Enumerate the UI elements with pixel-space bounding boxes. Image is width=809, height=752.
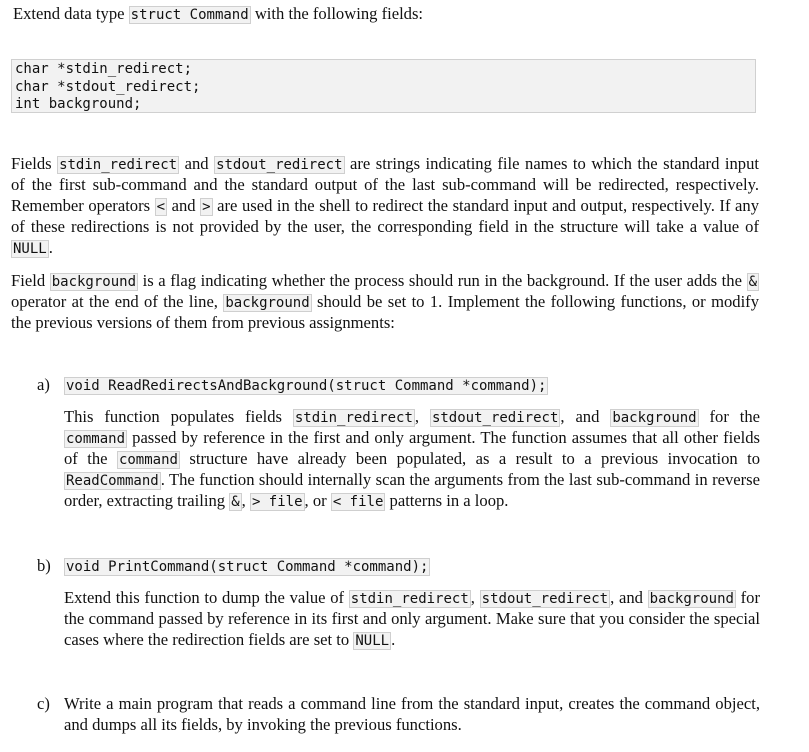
item-label-a: a) <box>37 375 50 394</box>
paragraph-redirect-fields: Fields stdin_redirect and stdout_redirect are strings indicating file names to which the standard input of the first sub-command and the standard output of the last sub-command will be redirected, respectively. Remember operators < and > are used in the shell to redirect the standard input and output, respectively. If any of these redirections is not provided by the user, the corresponding field in the structure will take a value of NULL . <box>11 154 760 257</box>
inline-code: background <box>225 295 310 311</box>
inline-code: > <box>202 199 211 215</box>
function-signature-a: void ReadRedirectsAndBackground(struct Command *command); <box>66 378 547 394</box>
item-label-b: b) <box>37 556 51 575</box>
inline-code: struct Command <box>130 7 249 23</box>
inline-code: & <box>748 274 757 290</box>
inline-code: stdout_redirect <box>216 157 343 173</box>
inline-code: stdin_redirect <box>59 157 178 173</box>
code-line: char *stdout_redirect; <box>15 78 201 95</box>
paragraph-background-field: Field background is a flag indicating whether the process should run in the background. If the user adds the & operator at the end of the line, background should be set to 1. Implement the following functions, or modify the previous versions of them from previous assignments: <box>11 271 760 332</box>
inline-code: background <box>51 274 137 290</box>
code-line: char *stdin_redirect; <box>15 61 193 77</box>
item-description-a: This function populates fields stdin_redirect , stdout_redirect , and background for the command passed by reference in the first and only argument. The function assumes that all other fields of the command structure have already been populated, as a result to a previous invocation to ReadCommand . The function should internally scan the arguments from the last sub-command in reverse order, extracting trailing & , > file , or < file patterns in a loop. <box>64 407 761 510</box>
function-signature-b: void PrintCommand(struct Command *command); <box>66 559 429 575</box>
item-label-c: c) <box>37 694 50 713</box>
item-description-b: Extend this function to dump the value of stdin_redirect , stdout_redirect , and background for the command passed by reference in its first and only argument. Make sure that you consider the special cases where the redirection fields are set to NULL . <box>64 588 761 649</box>
inline-code: NULL <box>13 241 47 257</box>
inline-code: < <box>156 199 166 215</box>
intro-sentence: Extend data type struct Command with the following fields: <box>13 4 424 23</box>
item-description-c: Write a main program that reads a command line from the standard input, creates the command object, and dumps all its fields, by invoking the previous functions. <box>64 694 760 734</box>
code-line: int background; <box>15 96 142 112</box>
code-block <box>11 59 756 113</box>
